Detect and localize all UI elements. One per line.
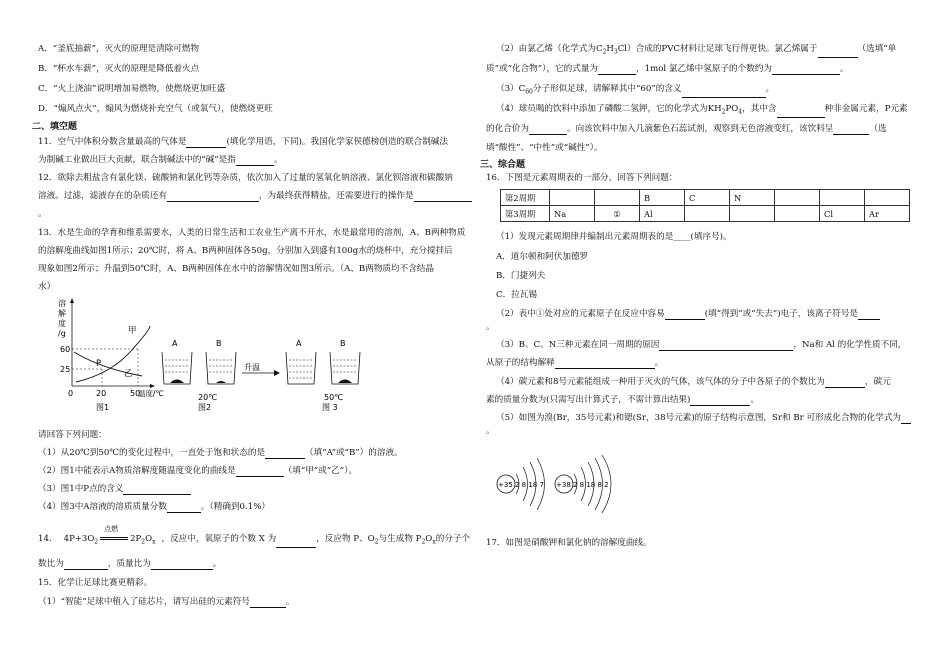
q14-text-c3: O [425, 534, 433, 544]
q17-stem: 17．如图是硝酸钾和氯化钠的溶解度曲线。 [486, 538, 652, 548]
r2-line1 [496, 44, 896, 58]
answer-blank[interactable] [901, 414, 911, 424]
q13-s2-tail: （填“甲”或“乙”）。 [283, 466, 358, 476]
table-cell: Cl [820, 206, 865, 222]
q10-option-d: D．“煽风点火”，煽风为燃烧补充空气（或氧气），使燃烧更旺 [38, 104, 273, 114]
q13-line2: 的溶解度曲线如图1所示；20℃时，将 A、B两种固体各50g，分别加入到盛有100g水的烧杯中，充分搅拌后 [38, 246, 453, 256]
answer-blank[interactable] [665, 310, 705, 320]
point-p-label: P [96, 359, 102, 369]
eq-reactants: 4P+3O [63, 534, 95, 544]
q11-text-a: 11．空气中体积分数含量最高的气体是 [38, 137, 187, 147]
table-cell [550, 190, 595, 206]
eq-product-o: O [145, 534, 153, 544]
answer-blank[interactable] [151, 560, 213, 570]
q16-sub1: （1）发现元素周期律并编制出元素周期表的是____(填序号)。 [496, 232, 732, 242]
q16-sub4-line2 [486, 395, 759, 406]
q16-sub3-line2 [486, 358, 663, 369]
answer-blank[interactable] [167, 503, 201, 513]
undissolved-solid [338, 380, 352, 384]
beaker-b-fig3 [330, 352, 360, 384]
answer-blank[interactable] [414, 192, 472, 202]
eq-product: 2P [130, 534, 142, 544]
answer-blank[interactable] [167, 192, 259, 202]
eq-o2-subscript: 2 [94, 538, 99, 546]
answer-blank[interactable] [772, 65, 840, 75]
curve-yi-label: 乙 [124, 369, 133, 379]
bromine-nucleus-charge: +35 [498, 481, 513, 489]
table-cell [775, 190, 820, 206]
q10-option-a: A．“釜底抽薪”，灭火的原理是清除可燃物 [38, 44, 200, 54]
o2-subscript: 2 [374, 538, 379, 546]
answer-blank[interactable] [276, 538, 316, 548]
figure-3-caption: 图 3 [322, 403, 338, 412]
table-cell: Al [640, 206, 685, 222]
heating-label: 升温 [244, 363, 260, 372]
q10-option-c: C．“火上浇油”说明增加易燃物，使燃烧更加旺盛 [38, 84, 226, 94]
q14-number: 14. [38, 534, 52, 544]
answer-blank[interactable] [265, 449, 305, 459]
table-cell [865, 190, 910, 206]
q16-sub2-end: 。 [486, 322, 495, 332]
q13-prompt: 请回答下列问题： [38, 430, 107, 440]
answer-blank[interactable] [598, 65, 636, 75]
q16-sub5-end: 。 [486, 426, 495, 436]
r2-text-b: H [606, 44, 614, 54]
beaker-a-fig2 [162, 352, 192, 384]
y-tick-60: 60 [60, 345, 71, 354]
q13-s4-tail: 。（精确到0.1%） [200, 502, 270, 512]
q12-end: 。 [38, 209, 47, 219]
answer-blank[interactable] [825, 378, 865, 388]
r4-text-d: 种非金属元素，P元素 [824, 104, 908, 114]
answer-blank[interactable] [858, 310, 880, 320]
r2-text-g: 。 [840, 64, 849, 74]
q16-s3c-text: 从原子的结构解释 [486, 358, 555, 368]
y-axis-arrow [70, 298, 74, 303]
figure-2-caption: 图2 [198, 403, 212, 412]
table-cell: ① [595, 206, 640, 222]
q16-sub4 [496, 377, 891, 388]
r2-text-e: 质”或“化合物”），它的式量为 [486, 64, 599, 74]
x-tick-0: 0 [68, 389, 74, 398]
q13-sub1 [38, 448, 403, 459]
r4-text-a: （4）球员喝的饮料中添加了磷酸二氢钾，它的化学式为KH [496, 104, 722, 114]
q14-text-e: ，质量比为 [107, 559, 151, 569]
r3-text-a: （3）C [496, 84, 526, 94]
r2-text-d: （选填“单 [857, 44, 897, 54]
table-cell: C [685, 190, 730, 206]
beaker-a-label-fig3: A [296, 339, 302, 348]
answer-blank[interactable] [186, 138, 226, 148]
table-cell [595, 190, 640, 206]
q16-s4d-tail: 。 [750, 395, 759, 405]
q13-line4: 水） [38, 282, 56, 292]
section-comprehensive-title: 三、综合题 [480, 160, 526, 170]
table-cell: N [730, 190, 775, 206]
q16-s2-mid: (填“得到”或“失去”)电子，该离子符号是 [704, 309, 858, 319]
q16-s4-text: （4）碳元素和8号元素能组成一种用于灭火的气体，该气体的分子中各原子的个数比为 [496, 377, 825, 387]
x-tick-50: 50 [130, 389, 141, 398]
table-cell [685, 206, 730, 222]
table-cell [820, 190, 865, 206]
y-axis-label-4: /g [58, 329, 66, 338]
answer-blank[interactable] [250, 598, 286, 608]
h2-subscript: 2 [721, 108, 726, 116]
atomic-structure-diagrams [492, 454, 632, 524]
beaker-a-label-fig2: A [172, 339, 178, 348]
y-axis-label-2: 解 [58, 309, 66, 318]
eq-arrow [100, 525, 128, 543]
q13-line1: 13．水是生命的孕育和维系需要水，人类的日常生活和工农业生产离不开水，水是最常用的溶剂，A、B两种物质 [38, 228, 466, 238]
answer-blank[interactable] [818, 48, 858, 58]
q14-text-f: 。 [212, 559, 222, 569]
table-row [501, 206, 910, 222]
q11-text-b: (填化学用语，下同)。我国化学家侯德榜创造的联合制碱法 [226, 137, 448, 147]
q15-title: 15．化学让足球比赛更精彩。 [38, 578, 153, 588]
q16-sub2 [496, 309, 880, 320]
table-cell: Na [550, 206, 595, 222]
section-fill-blank-title: 二、填空题 [32, 122, 78, 132]
bromine-atom [497, 458, 545, 510]
h-subscript: 3 [613, 48, 618, 56]
table-cell: B [640, 190, 685, 206]
figure-1-caption: 图1 [96, 403, 110, 412]
r4-line2 [486, 124, 887, 135]
q12-text-c: ，为最终获得精盐，还需要进行的操作是 [258, 191, 414, 201]
answer-blank[interactable] [690, 396, 750, 406]
x-tick-20: 20 [96, 389, 107, 398]
curve-jia-label: 甲 [128, 326, 137, 336]
r4-text-c: ，其中含 [742, 104, 777, 114]
q16-stem: 16．下图是元素周期表的一部分，回答下列问题： [486, 173, 678, 183]
q14-text-c4: 的分子个 [435, 534, 471, 544]
bromine-electrons: 2 8 18 7 [515, 481, 544, 489]
q16-s3-tail: ，Na和 Al 的化学性质不同， [793, 340, 907, 350]
reaction-equation [63, 525, 156, 548]
r4-text-g: （选 [869, 124, 887, 134]
r2-text-c: Cl）合成的PVC材料让足球飞行得更快。氯乙烯属于 [617, 44, 818, 54]
q16-s2-text: （2）表中①处对应的元素原子在反应中容易 [496, 309, 665, 319]
table-cell [775, 206, 820, 222]
y-axis-label-1: 溶 [58, 299, 66, 308]
q13-sub3 [38, 484, 191, 495]
q14-text-c2: 与生成物 P [378, 534, 422, 544]
r4-text-f: 。向该饮料中加入几滴紫色石蕊试剂，观察到无色溶液变红，该饮料呈 [566, 124, 834, 134]
r3-line [496, 84, 774, 98]
q12-line2 [38, 191, 472, 202]
answer-blank[interactable] [236, 156, 274, 166]
answer-blank[interactable] [123, 485, 191, 495]
beaker-b-label-fig3: B [340, 339, 346, 348]
q13-s1-tail: （填“A”或“B”）的溶液。 [305, 448, 403, 458]
q16-s5-text: （5）如图为溴(Br，35号元素)和锶(Sr，38号元素)的原子结构示意图，Sr和 Br 可形成化合物的化学式为 [496, 413, 902, 423]
temp-20: 20℃ [198, 393, 218, 402]
undissolved-solid [216, 381, 226, 383]
periodic-table [500, 189, 910, 222]
o4-subscript: 4 [738, 108, 743, 116]
q13-s3-text: （3）图1中P点的含义 [38, 484, 124, 494]
solubility-figures [38, 296, 378, 418]
table-row [501, 190, 910, 206]
r4-line1 [496, 104, 908, 118]
r4-text-b: PO [725, 104, 739, 114]
curve-jia [76, 326, 150, 382]
q15-s1-text: （1）“智能”足球中植入了硅芯片，请写出硅的元素符号 [38, 597, 250, 607]
q12-line1: 12．欲除去粗盐含有氯化镁、硫酸钠和氯化钙等杂质，依次加入了过量的氢氧化钠溶液、氯化钡溶液和碳酸钠 [38, 173, 453, 183]
eq-x-subscript: x [152, 538, 156, 546]
r3-text-c: 。 [765, 84, 775, 94]
table-cell: 第2周期 [501, 190, 550, 206]
table-cell: 第3周期 [501, 206, 550, 222]
answer-blank[interactable] [529, 125, 567, 135]
q13-s1-text: （1）从20℃到50℃的变化过程中，一直处于饱和状态的是 [38, 448, 266, 458]
q16-sub5 [496, 413, 911, 424]
q14-line1 [38, 526, 470, 548]
p2-subscript: 2 [421, 538, 426, 546]
answer-blank[interactable] [236, 467, 284, 477]
x-axis-arrow [150, 384, 155, 388]
answer-blank[interactable] [777, 108, 825, 118]
q11-line1 [38, 137, 448, 148]
q11-line2 [38, 155, 282, 166]
q15-s1-tail: 。 [285, 597, 295, 607]
table-cell: Ar [865, 206, 910, 222]
q16-option-c: C．拉瓦锡 [496, 290, 537, 300]
strontium-electrons: 2 8 18 8 2 [573, 481, 609, 489]
q14-text-c: ，反应物 P、O [316, 534, 375, 544]
q16-s4-tail: ，碳元 [864, 377, 891, 387]
c-subscript: 2 [602, 48, 607, 56]
q14-line2 [38, 559, 221, 570]
q13-sub4 [38, 502, 270, 513]
q11-text-d: 。 [273, 155, 283, 165]
q16-option-b: B．门捷列夫 [496, 271, 546, 281]
y-tick-25: 25 [60, 365, 71, 374]
beaker-a-fig3 [286, 352, 316, 384]
beaker-b-fig2 [206, 352, 236, 384]
answer-blank[interactable] [833, 125, 869, 135]
x-subscript: x [432, 538, 436, 546]
q13-line3: 现象如图2所示；升温到50℃时，A、B两种固体在水中的溶解情况如图3所示。（A、B两物质均不含结晶 [38, 264, 434, 274]
q16-s3-text: （3）B、C、N三种元素在同一周期的原因 [496, 340, 660, 350]
r2-text-a: （2）由氯乙烯（化学式为C [496, 44, 603, 54]
q16-s3d-tail: 。 [654, 358, 664, 368]
r2-line2 [486, 64, 849, 75]
answer-blank[interactable] [64, 560, 108, 570]
q16-s4c-text: 素的质量分数为(只需写出计算式子，不需计算出结果) [486, 395, 691, 405]
undissolved-solid [170, 380, 184, 384]
q13-s2-text: （2）图1中能表示A物质溶解度随温度变化的曲线是 [38, 466, 236, 476]
q10-option-b: B．“杯水车薪”，灭火的原理是降低着火点 [38, 64, 200, 74]
temp-50: 50℃ [324, 393, 344, 402]
r2-text-f: ，1mol 氯乙烯中氢原子的个数约为 [636, 64, 773, 74]
q11-text-c: 为制碱工业做出巨大贡献，联合制碱法中的“碱”是指 [38, 155, 236, 165]
q15-sub1 [38, 597, 295, 608]
r4-text-e: 的化合价为 [486, 124, 529, 134]
r3-text-b: 分子形似足球，请解释其中“60”的含义 [532, 84, 682, 94]
answer-blank[interactable] [659, 341, 793, 351]
y-axis-label-3: 度 [58, 319, 66, 328]
q16-sub3 [496, 340, 906, 351]
answer-blank[interactable] [682, 88, 766, 98]
heating-arrow-head [274, 370, 280, 376]
strontium-nucleus-charge: +38 [556, 481, 571, 489]
q16-option-a: A．道尔顿和阿伏加德罗 [496, 252, 589, 262]
q13-s4-text: （4）图3中A溶液的溶质质量分数 [38, 502, 167, 512]
x-axis-label: 温度/℃ [138, 389, 164, 398]
q13-sub2 [38, 466, 357, 477]
strontium-atom [555, 455, 611, 513]
r4-line3: 填“酸性”、“中性”或“碱性”）。 [486, 143, 603, 153]
q14-text-d: 数比为 [38, 559, 64, 569]
q14-text-b: ，反应中，氧原子的个数 X 为 [161, 534, 277, 544]
answer-blank[interactable] [555, 359, 655, 369]
table-cell [730, 206, 775, 222]
eq-condition: 点燃 [104, 525, 119, 533]
c60-subscript: 60 [525, 88, 533, 96]
eq-p2-subscript: 2 [141, 538, 146, 546]
q12-text-b: 溶液。过滤，滤液存在的杂质还有 [38, 191, 167, 201]
beaker-b-label-fig2: B [216, 339, 222, 348]
